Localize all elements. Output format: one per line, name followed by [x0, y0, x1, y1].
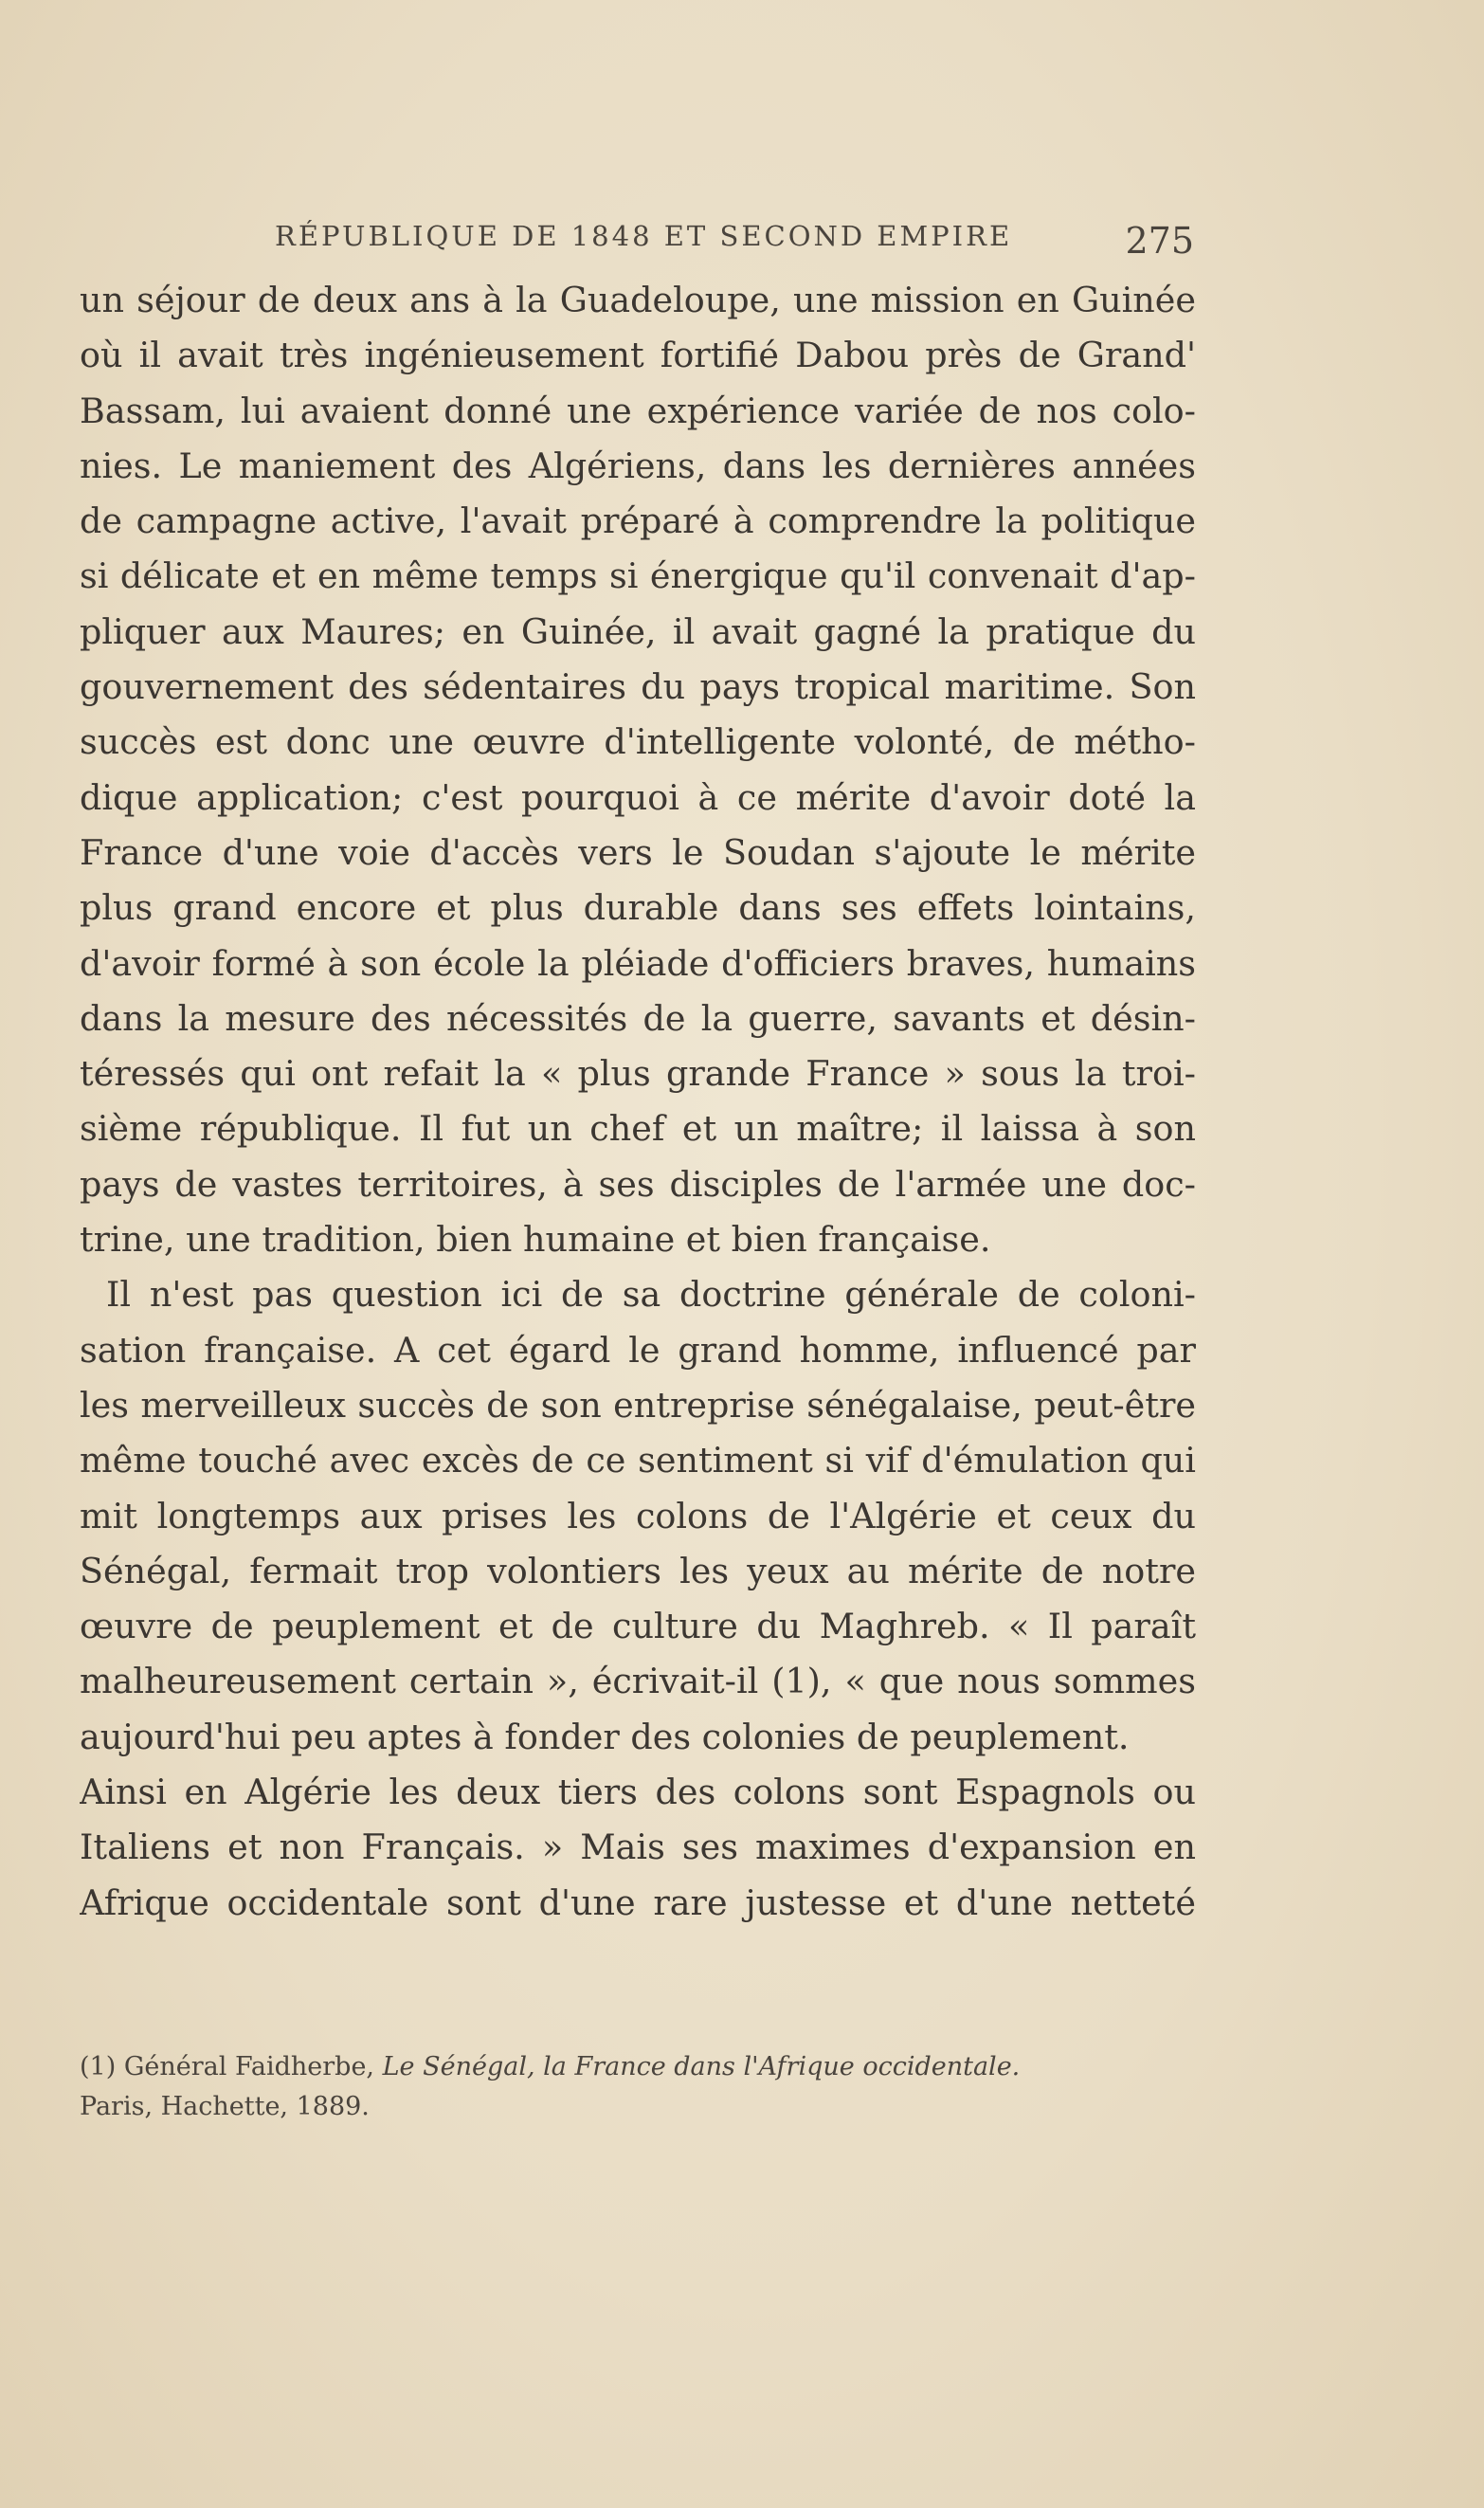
text-line: dique application; c'est pourquoi à ce mérite d'avoir doté la	[80, 776, 1196, 818]
text-line: de campagne active, l'avait préparé à comprendre la politique	[80, 500, 1196, 542]
footnote-imprint: Paris, Hachette, 1889.	[80, 2092, 370, 2121]
footnote-line	[80, 2047, 1207, 2087]
text-line: les merveilleux succès de son entreprise sénégalaise, peut-être	[80, 1384, 1196, 1426]
text-line-paragraph-start: Il n'est pas question ici de sa doctrine générale de coloni-	[106, 1274, 1196, 1316]
text-line: aujourd'hui peu aptes à fonder des colonies de peuplement.	[80, 1716, 1130, 1757]
footnote-line	[80, 2087, 1207, 2127]
text-line: nies. Le maniement des Algériens, dans les dernières années	[80, 445, 1196, 486]
text-line: pays de vastes territoires, à ses disciples de l'armée une doc-	[80, 1163, 1196, 1205]
text-line: si délicate et en même temps si énergique qu'il convenait d'ap-	[80, 555, 1196, 597]
text-line: pliquer aux Maures; en Guinée, il avait gagné la pratique du	[80, 610, 1196, 652]
footnote-author: Général Faidherbe,	[123, 2052, 375, 2081]
text-line: mit longtemps aux prises les colons de l'Algérie et ceux du	[80, 1495, 1196, 1536]
text-line: Ainsi en Algérie les deux tiers des colons sont Espagnols ou	[80, 1772, 1196, 1813]
text-line: malheureusement certain », écrivait-il (1), « que nous sommes	[80, 1661, 1196, 1702]
text-line: Bassam, lui avaient donné une expérience variée de nos colo-	[80, 390, 1196, 431]
text-line: même touché avec excès de ce sentiment si vif d'émulation qui	[80, 1440, 1196, 1481]
footnote	[80, 2047, 1207, 2127]
text-line: d'avoir formé à son école la pléiade d'officiers braves, humains	[80, 942, 1196, 984]
text-line: Italiens et non Français. » Mais ses maximes d'expansion en	[80, 1826, 1196, 1868]
text-line: téressés qui ont refait la « plus grande France » sous la troi-	[80, 1053, 1196, 1095]
text-line: sième république. Il fut un chef et un maître; il laissa à son	[80, 1108, 1196, 1150]
text-line: dans la mesure des nécessités de la guerre, savants et désin-	[80, 997, 1196, 1039]
text-line: succès est donc une œuvre d'intelligente volonté, de métho-	[80, 721, 1196, 763]
footnote-title: Le Sénégal, la France dans l'Afrique occidentale.	[382, 2052, 1021, 2081]
text-line: Sénégal, fermait trop volontiers les yeux au mérite de notre	[80, 1550, 1196, 1591]
page-header	[275, 220, 1194, 267]
body-text	[80, 273, 1196, 1931]
text-line: Afrique occidentale sont d'une rare justesse et d'une netteté	[80, 1881, 1196, 1923]
text-line: trine, une tradition, bien humaine et bien française.	[80, 1219, 991, 1261]
text-line: sation française. A cet égard le grand homme, influencé par	[80, 1329, 1196, 1371]
text-line: France d'une voie d'accès vers le Soudan s'ajoute le mérite	[80, 831, 1196, 873]
text-line: gouvernement des sédentaires du pays tropical maritime. Son	[80, 666, 1196, 708]
text-line: œuvre de peuplement et de culture du Maghreb. « Il paraît	[80, 1606, 1196, 1647]
running-title: RÉPUBLIQUE DE 1848 ET SECOND EMPIRE	[275, 220, 1013, 252]
text-line: où il avait très ingénieusement fortifié Dabou près de Grand'	[80, 335, 1196, 376]
text-line: plus grand encore et plus durable dans ses effets lointains,	[80, 887, 1196, 929]
page-number: 275	[1125, 220, 1194, 262]
text-line: un séjour de deux ans à la Guadeloupe, une mission en Guinée	[80, 280, 1196, 320]
footnote-marker: (1)	[80, 2052, 117, 2081]
